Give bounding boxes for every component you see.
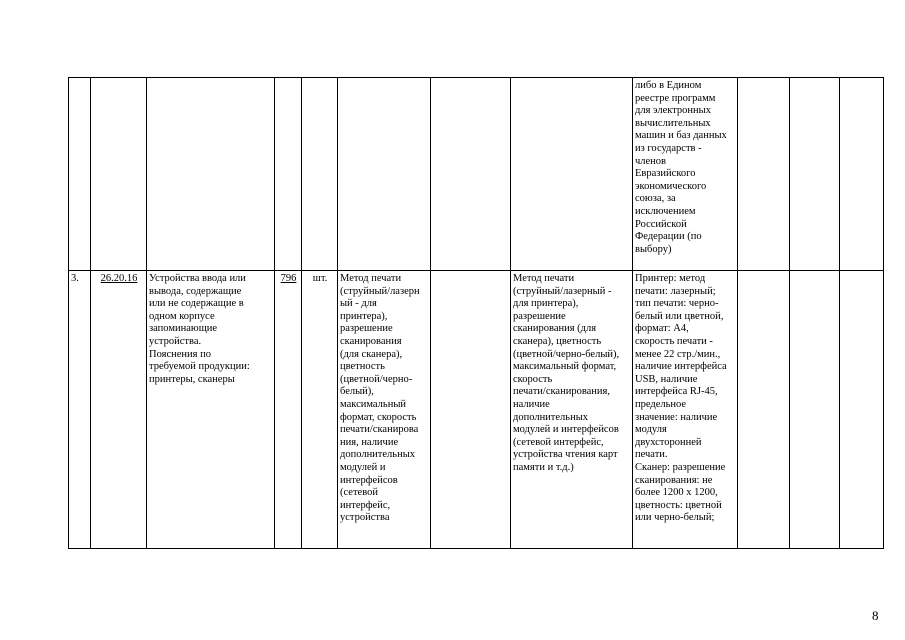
cell-okei-code bbox=[275, 271, 302, 549]
product-name: Устройства ввода или вывода, содержащие или не содержащие в одном корпусе запоминающие устройства. Пояснения по требуемой продукции: принтеры, сканеры bbox=[149, 273, 250, 385]
cell-code bbox=[91, 271, 147, 549]
cell-number bbox=[69, 271, 91, 549]
values-text: Принтер: метод печати: лазерный; тип печати: черно- белый или цветной, формат: А4, скорость печати - менее 22 стр./мин., наличие интерфейса USB, наличие интерфейса RJ-45, предельное значение: наличие модуля двухсторонней печати. Сканер: разрешение сканирования: не более 1200 х 1200, цветность: цветной или черно-белый; bbox=[635, 273, 727, 524]
characteristics-text: Метод печати (струйный/лазерн ый - для принтера), разрешение сканирования (для сканера), цветность (цветной/черно- белый), максимальный формат, скорость печати/сканирова ния, наличие дополнительных модулей и интерфейсов (сетевой интерфейс, устройства bbox=[340, 273, 420, 524]
cell-empty bbox=[790, 271, 840, 549]
cell-empty bbox=[431, 78, 511, 271]
cell-empty bbox=[790, 78, 840, 271]
cell-number bbox=[69, 78, 91, 271]
cell-code bbox=[91, 78, 147, 271]
cell-unit bbox=[302, 78, 338, 271]
requirements-text: либо в Едином реестре программ для электронных вычислительных машин и баз данных из государств - членов Евразийского экономического союза, за исключением Российской Федерации (по выбору) bbox=[635, 80, 727, 255]
cell-characteristics bbox=[338, 271, 431, 549]
cell-requirements bbox=[633, 78, 738, 271]
characteristics-approved-text: Метод печати (струйный/лазерный - для принтера), разрешение сканирования (для сканера), цветность (цветной/черно-белый), максимальный формат, скорость печати/сканирования, наличие дополнительных модулей и интерфейсов (сетевой интерфейс, устройства чтения карт памяти и т.д.) bbox=[513, 273, 620, 473]
okei-code: 796 bbox=[280, 273, 297, 284]
cell-characteristics-approved bbox=[511, 78, 633, 271]
cell-empty bbox=[840, 78, 884, 271]
cell-characteristics bbox=[338, 78, 431, 271]
procurement-table bbox=[68, 77, 884, 549]
cell-empty bbox=[840, 271, 884, 549]
unit-name: шт. bbox=[312, 273, 328, 284]
table-row bbox=[69, 271, 884, 549]
cell-characteristics-approved bbox=[511, 271, 633, 549]
cell-name bbox=[147, 271, 275, 549]
cell-empty bbox=[738, 271, 790, 549]
row-number: 3. bbox=[71, 273, 79, 284]
cell-values bbox=[633, 271, 738, 549]
cell-okei-code bbox=[275, 78, 302, 271]
cell-name bbox=[147, 78, 275, 271]
table-row bbox=[69, 78, 884, 271]
cell-empty bbox=[431, 271, 511, 549]
page-number: 8 bbox=[872, 608, 879, 623]
cell-unit bbox=[302, 271, 338, 549]
cell-empty bbox=[738, 78, 790, 271]
okpd2-code: 26.20.16 bbox=[100, 273, 138, 284]
